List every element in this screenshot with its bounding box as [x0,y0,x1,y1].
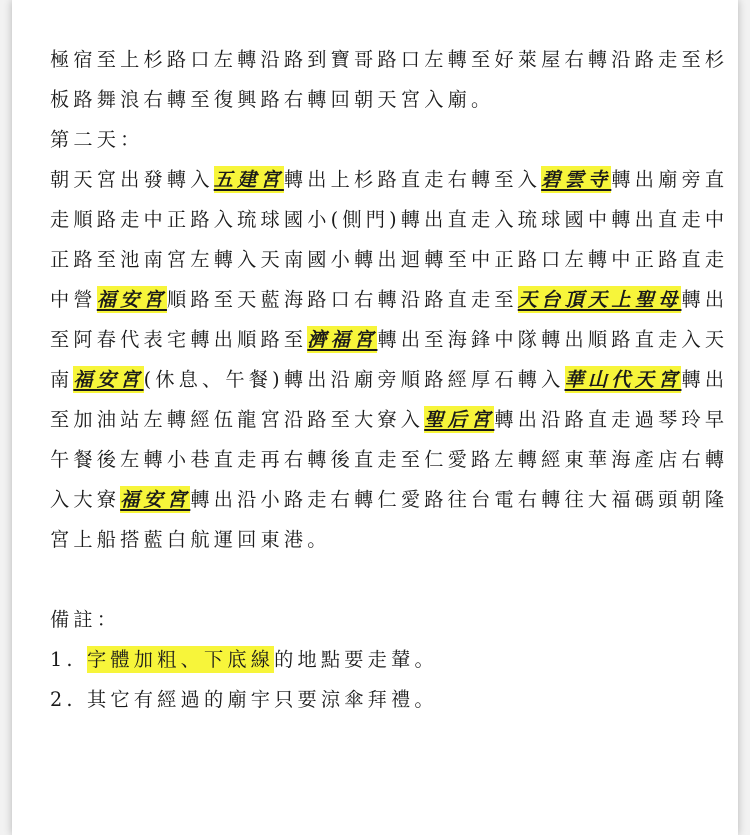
spacer [50,560,710,600]
temple-highlight: 天台頂天上聖母 [517,288,682,311]
day2-heading: 第二天： [50,128,144,151]
temple-highlight: 華山代天宮 [564,368,682,391]
note-item-1: 1. 字體加粗、下底線的地點要走輦。 [50,648,438,671]
temple-highlight: 福安宮 [120,488,191,511]
text-line: 中營福安宮順路至天藍海路口右轉沿路直走至天台頂天上聖母轉出 [50,288,729,311]
note-highlight: 字體加粗、下底線 [87,648,275,671]
document-body [50,40,729,720]
document-page [12,0,738,835]
text-line: 正路至池南宮左轉入天南國小轉出迴轉至中正路口左轉中正路直走 [50,248,729,271]
text-line: 板路舞浪右轉至復興路右轉回朝天宮入廟。 [50,88,495,111]
text-line: 至阿春代表宅轉出順路至濟福宮轉出至海鋒中隊轉出順路直走入天 [50,328,729,351]
text-line: 朝天宮出發轉入五建宮轉出上杉路直走右轉至入碧雲寺轉出廟旁直 [50,168,729,191]
text-line: 南福安宮(休息、午餐)轉出沿廟旁順路經厚石轉入華山代天宮轉出 [50,368,729,391]
text-line: 至加油站左轉經伍龍宮沿路至大寮入聖后宮轉出沿路直走過琴玲早 [50,408,729,431]
text-line: 入大寮福安宮轉出沿小路走右轉仁愛路往台電右轉往大福碼頭朝隆 [50,488,729,511]
temple-highlight: 福安宮 [96,288,167,311]
text-line: 極宿至上杉路口左轉沿路到寶哥路口左轉至好萊屋右轉沿路走至杉 [50,48,729,71]
temple-highlight: 濟福宮 [307,328,378,351]
temple-highlight: 碧雲寺 [541,168,612,191]
text-line: 午餐後左轉小巷直走再右轉後直走至仁愛路左轉經東華海產店右轉 [50,448,729,471]
notes-heading: 備註： [50,608,121,631]
temple-highlight: 福安宮 [73,368,144,391]
note-item-2: 2. 其它有經過的廟宇只要涼傘拜禮。 [50,688,438,711]
temple-highlight: 五建宮 [213,168,284,191]
text-line: 宮上船搭藍白航運回東港。 [50,528,331,551]
temple-highlight: 聖后宮 [424,408,495,431]
text-line: 走順路走中正路入琉球國小(側門)轉出直走入琉球國中轉出直走中 [50,208,729,231]
